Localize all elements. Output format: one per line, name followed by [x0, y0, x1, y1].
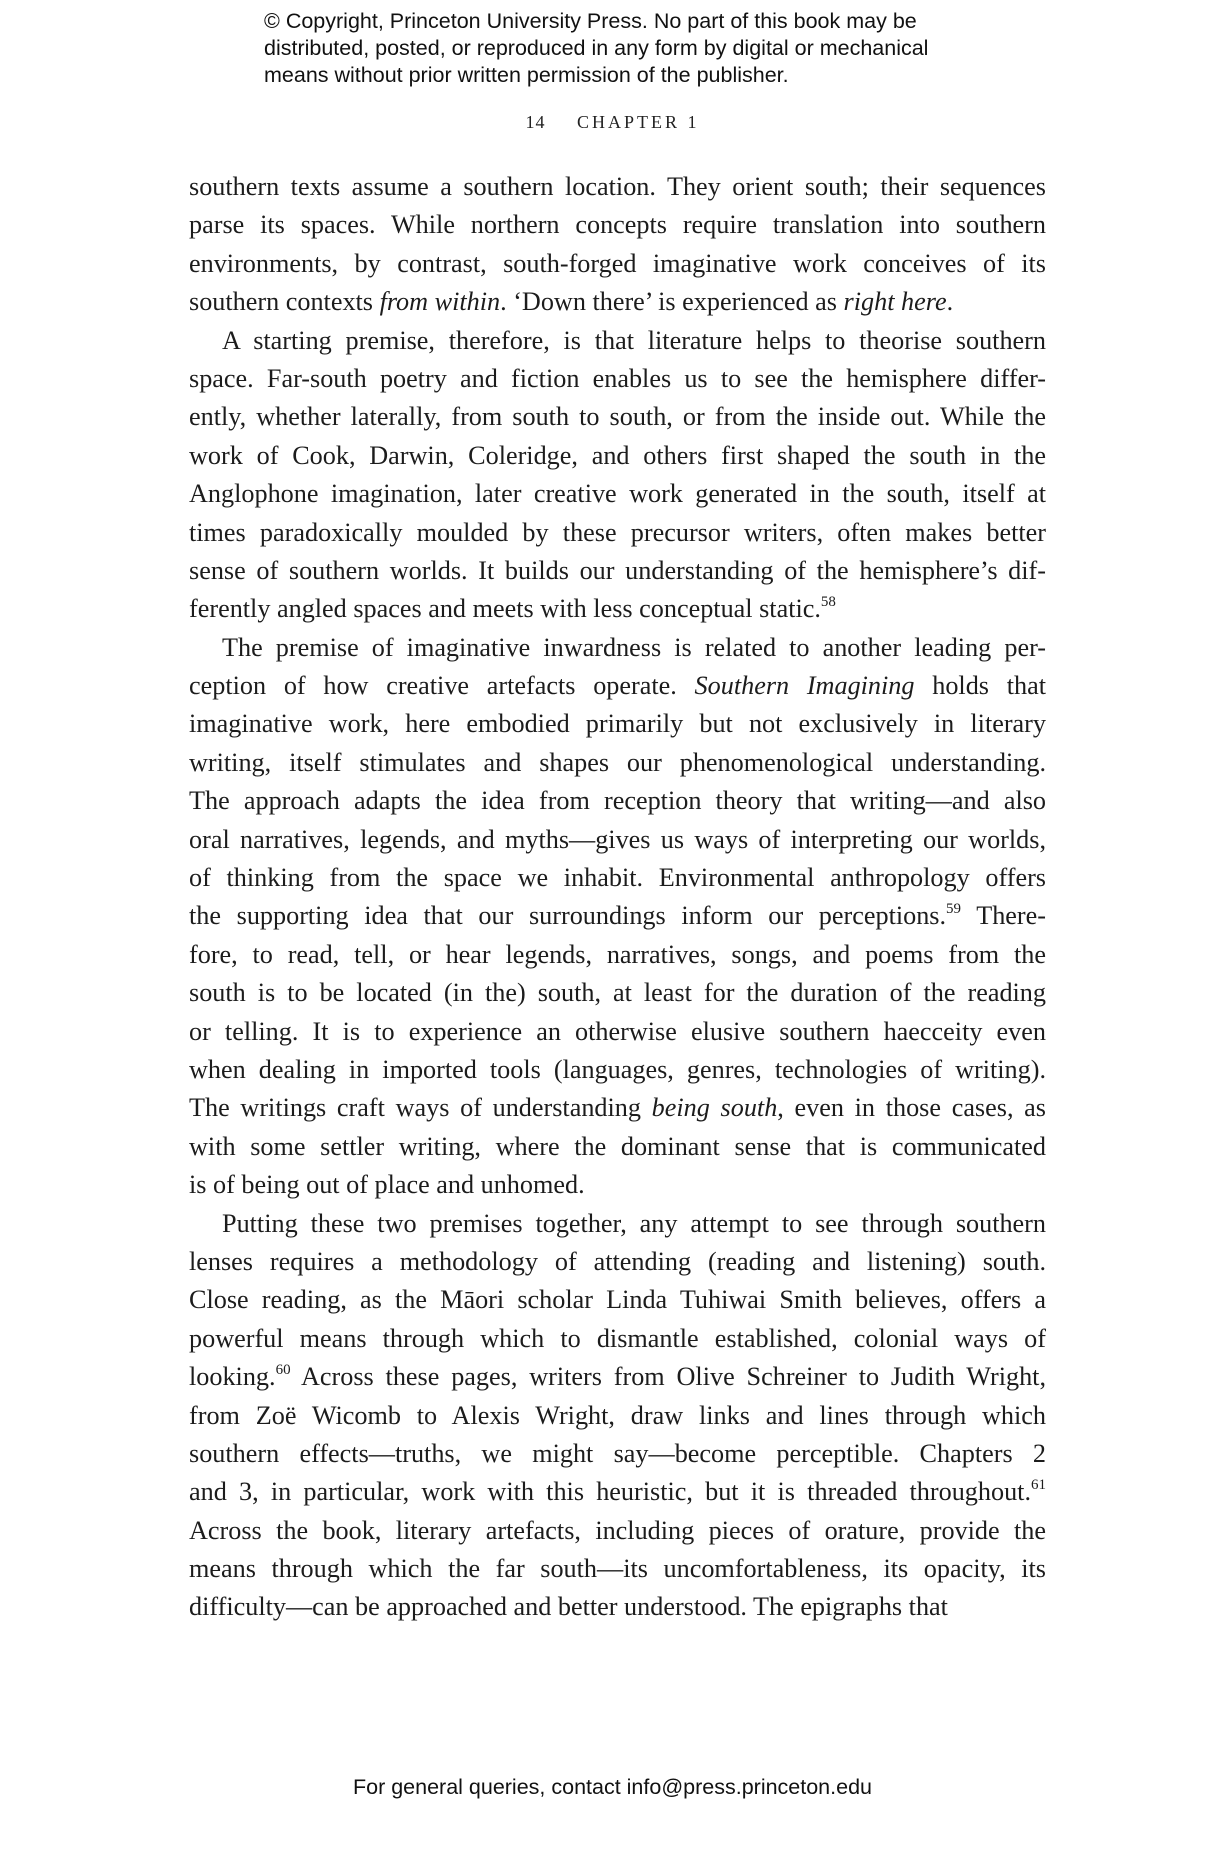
text-segment: environments, by contrast, south-forged imaginative work conceives of its — [189, 248, 1046, 278]
text-line — [189, 821, 1046, 859]
text-line — [189, 744, 1046, 782]
text-segment: The writings craft ways of understanding — [189, 1093, 652, 1123]
text-line — [189, 1166, 1046, 1204]
text-line — [189, 1281, 1046, 1319]
text-segment: sense of southern worlds. It builds our understanding of the hemisphere’s dif- — [189, 555, 1046, 585]
italic-text: Southern Imagining — [694, 671, 915, 701]
text-line — [189, 590, 1046, 628]
contact-footer: For general queries, contact info@press.princeton.edu — [352, 1775, 872, 1799]
text-segment: ception of how creative artefacts operate. — [189, 671, 695, 701]
text-segment: or telling. It is to experience an otherwise elusive southern haecceity even — [189, 1016, 1046, 1046]
text-segment: southern texts assume a southern location. They orient south; their sequences — [189, 172, 1046, 201]
italic-text: being south — [651, 1093, 778, 1123]
text-segment: the supporting idea that our surroundings inform our perceptions. — [189, 901, 947, 931]
text-line — [189, 1243, 1046, 1281]
footnote-marker: 59 — [946, 901, 962, 918]
text-segment: Across the book, literary artefacts, including pieces of orature, provide the — [189, 1515, 1046, 1545]
text-line — [189, 629, 1046, 667]
copyright-notice-line: © Copyright, Princeton University Press. No part of this book may be — [264, 9, 917, 33]
text-segment: The approach adapts the idea from reception theory that writing—and also — [189, 786, 1046, 816]
text-line — [189, 437, 1046, 475]
text-line — [189, 245, 1046, 283]
text-segment: Close reading, as the Māori scholar Linda Tuhiwai Smith believes, offers a — [189, 1285, 1046, 1315]
text-line — [189, 705, 1046, 743]
copyright-notice-line: distributed, posted, or reproduced in any form by digital or mechanical — [264, 36, 929, 60]
text-line — [189, 360, 1046, 398]
text-segment: lenses requires a methodology of attending (reading and listening) south. — [189, 1246, 1046, 1276]
text-segment: There- — [961, 901, 1046, 931]
footnote-marker: 61 — [1031, 1477, 1046, 1494]
text-line — [189, 514, 1046, 552]
text-segment: ently, whether laterally, from south to south, or from the inside out. While the — [189, 402, 1046, 432]
text-line — [189, 1397, 1046, 1435]
text-line — [189, 475, 1046, 513]
text-segment: with some settler writing, where the dominant sense that is communicated — [189, 1131, 1046, 1161]
text-line — [189, 168, 1046, 206]
text-segment: space. Far-south poetry and fiction enables us to see the hemisphere differ- — [189, 363, 1046, 393]
text-line — [189, 1128, 1046, 1166]
text-line — [189, 552, 1046, 590]
text-segment: work of Cook, Darwin, Coleridge, and others first shaped the south in the — [189, 440, 1046, 470]
text-segment: . — [946, 287, 954, 317]
text-line — [189, 1051, 1046, 1089]
text-segment: looking. — [189, 1362, 276, 1392]
body-text — [189, 168, 1046, 1627]
text-line — [189, 1320, 1046, 1358]
text-line — [189, 1089, 1046, 1127]
text-line — [189, 283, 1046, 321]
text-line — [189, 1512, 1046, 1550]
running-head — [0, 112, 1225, 133]
text-line — [189, 1435, 1046, 1473]
text-segment: . ‘Down there’ is experienced as — [500, 287, 844, 317]
text-segment: and 3, in particular, work with this heuristic, but it is threaded throughout. — [189, 1477, 1031, 1507]
text-segment: fore, to read, tell, or hear legends, narratives, songs, and poems from the — [189, 939, 1046, 969]
text-segment: south is to be located (in the) south, at least for the duration of the reading — [189, 978, 1046, 1008]
text-segment: of thinking from the space we inhabit. Environmental anthropology offers — [189, 863, 1046, 893]
italic-text: from within — [379, 287, 501, 317]
text-line — [189, 1473, 1046, 1511]
copyright-notice — [264, 8, 1024, 89]
page-number: 14 — [525, 112, 546, 132]
text-segment: The premise of imaginative inwardness is related to another leading per- — [222, 632, 1046, 662]
italic-text: right here — [843, 287, 947, 317]
text-segment: oral narratives, legends, and myths—gives us ways of interpreting our worlds, — [189, 824, 1046, 854]
footnote-marker: 58 — [820, 594, 836, 611]
text-segment: , even in those cases, as — [777, 1093, 1046, 1123]
text-segment: A starting premise, therefore, is that literature helps to theorise southern — [222, 325, 1046, 355]
text-segment: Anglophone imagination, later creative work generated in the south, itself at — [189, 479, 1046, 509]
text-segment: difficulty—can be approached and better understood. The epigraphs that — [189, 1592, 948, 1622]
text-line — [189, 1358, 1046, 1396]
paragraph — [189, 629, 1046, 1205]
text-line — [189, 1013, 1046, 1051]
text-segment: ferently angled spaces and meets with less conceptual static. — [189, 594, 821, 624]
footnote-marker: 60 — [275, 1362, 291, 1379]
text-segment: southern contexts — [189, 287, 380, 317]
text-line — [189, 322, 1046, 360]
paragraph — [189, 322, 1046, 629]
text-line — [189, 667, 1046, 705]
text-segment: from Zoë Wicomb to Alexis Wright, draw links and lines through which — [189, 1400, 1046, 1430]
text-line — [189, 974, 1046, 1012]
chapter-label: CHAPTER 1 — [576, 112, 700, 132]
text-line — [189, 897, 1046, 935]
copyright-notice-line: means without prior written permission of the publisher. — [264, 63, 789, 87]
text-line — [189, 859, 1046, 897]
text-line — [189, 936, 1046, 974]
text-segment: parse its spaces. While northern concepts require translation into southern — [189, 210, 1046, 240]
paragraph — [189, 168, 1046, 322]
text-segment: imaginative work, here embodied primarily but not exclusively in literary — [189, 709, 1046, 739]
text-line — [189, 782, 1046, 820]
text-line — [189, 1588, 1046, 1626]
text-line — [189, 1205, 1046, 1243]
text-line — [189, 398, 1046, 436]
text-segment: is of being out of place and unhomed. — [189, 1170, 585, 1200]
text-segment: holds that — [914, 671, 1046, 701]
text-segment: times paradoxically moulded by these precursor writers, often makes better — [189, 517, 1046, 547]
text-line — [189, 206, 1046, 244]
text-segment: southern effects—truths, we might say—become perceptible. Chapters 2 — [189, 1438, 1046, 1468]
text-segment: Putting these two premises together, any attempt to see through southern — [222, 1208, 1046, 1238]
text-segment: writing, itself stimulates and shapes our phenomenological understanding. — [189, 747, 1046, 777]
text-line — [189, 1550, 1046, 1588]
text-segment: when dealing in imported tools (languages, genres, technologies of writing). — [189, 1054, 1046, 1084]
paragraph — [189, 1205, 1046, 1627]
text-segment: Across these pages, writers from Olive Schreiner to Judith Wright, — [290, 1362, 1046, 1392]
text-segment: powerful means through which to dismantle established, colonial ways of — [189, 1323, 1046, 1353]
text-segment: means through which the far south—its uncomfortableness, its opacity, its — [189, 1554, 1046, 1584]
